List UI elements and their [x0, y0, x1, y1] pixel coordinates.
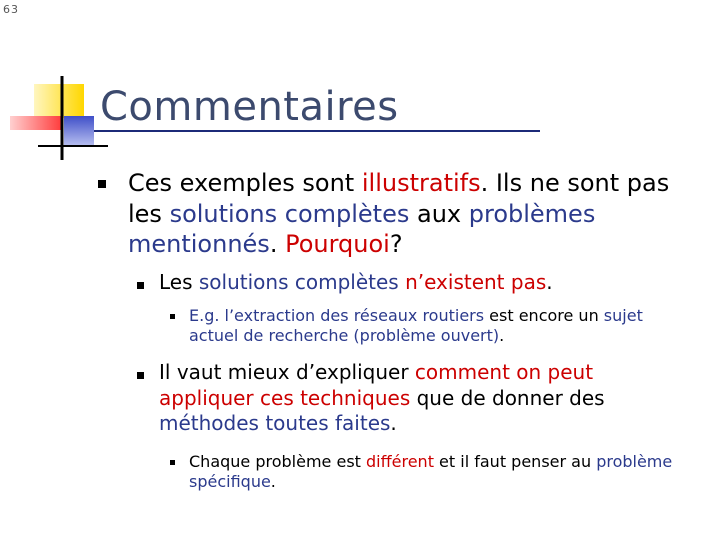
bullet-level3-text: Chaque problème est différent et il faut penser au problème spécifique.	[189, 452, 673, 492]
logo-red-bar	[10, 116, 62, 130]
bullet-level2-marker	[137, 372, 144, 379]
bullet-level1-marker	[98, 180, 106, 188]
bullet-level1-text: Ces exemples sont illustratifs. Ils ne sont pas les solutions complètes aux problèmes mentionnés. Pourquoi?	[128, 169, 670, 259]
bullet-level3-text: E.g. l’extraction des réseaux routiers est encore un sujet actuel de recherche (problème ouvert).	[189, 306, 643, 346]
bullet-level2-marker	[137, 282, 144, 289]
logo-yellow-square	[34, 84, 84, 118]
bullet-level3-marker	[170, 460, 175, 465]
slide-title: Commentaires	[100, 84, 399, 130]
bullet-level2-text: Il vaut mieux d’expliquer comment on peut appliquer ces techniques que de donner des méthodes toutes faites.	[159, 360, 605, 436]
logo-blue-square	[64, 116, 94, 146]
page-number: 63	[3, 3, 19, 16]
bullet-level2-text: Les solutions complètes n’existent pas.	[159, 270, 553, 294]
bullet-level3-marker	[170, 314, 175, 319]
